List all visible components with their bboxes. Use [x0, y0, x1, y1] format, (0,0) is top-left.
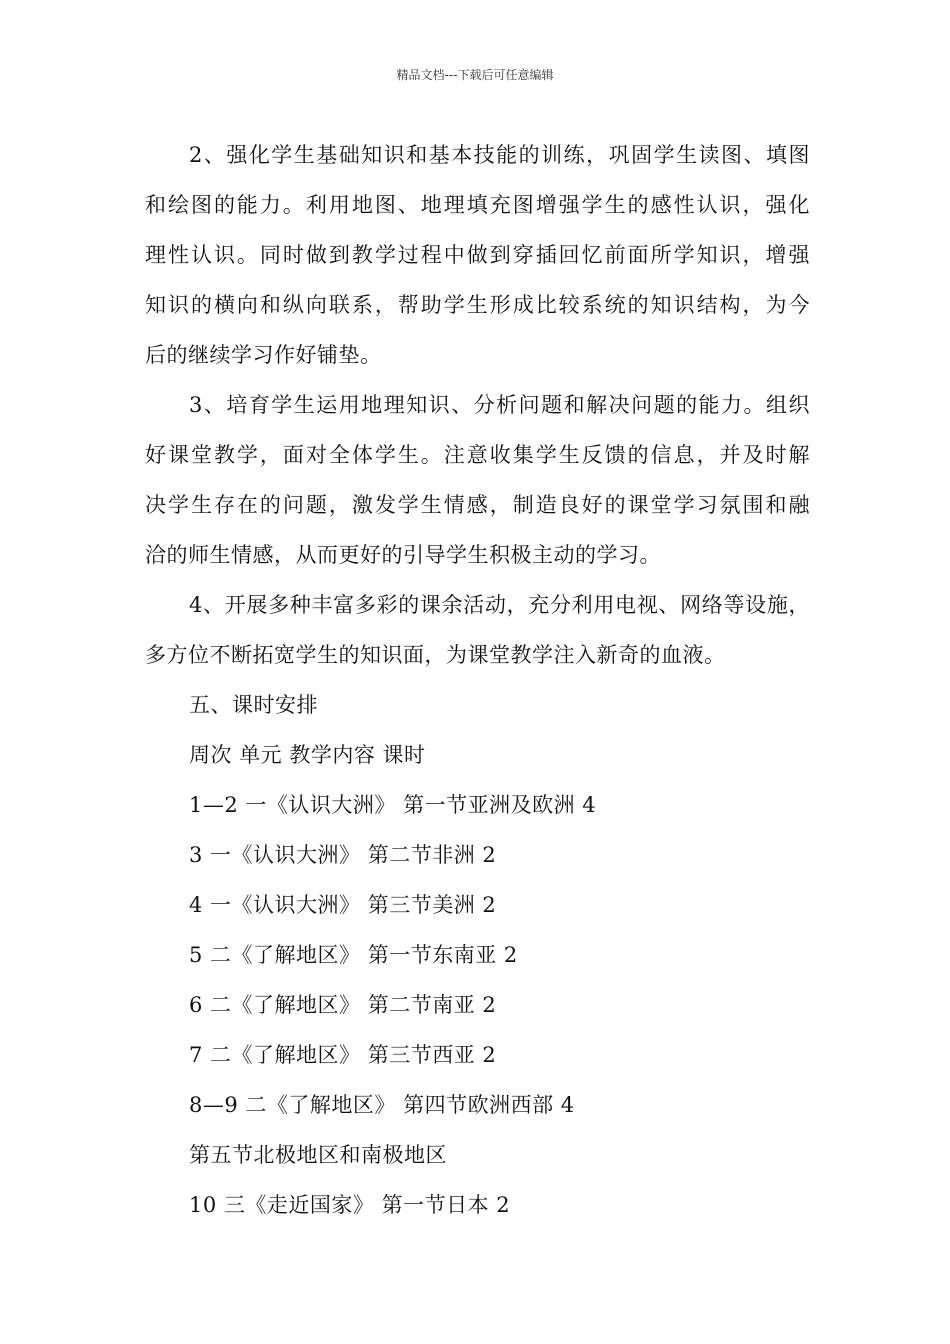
schedule-header-row: 周次 单元 教学内容 课时 [189, 743, 426, 767]
schedule-row: 8—9 二《了解地区》 第四节欧洲西部 4 [189, 1093, 575, 1117]
section-heading: 五、课时安排 [189, 693, 318, 717]
paragraph-line: 理性认识。同时做到教学过程中做到穿插回忆前面所学知识，增强 [145, 243, 810, 267]
schedule-row: 第五节北极地区和南极地区 [189, 1143, 447, 1167]
schedule-row: 4 一《认识大洲》 第三节美洲 2 [189, 893, 497, 917]
paragraph-line: 好课堂教学，面对全体学生。注意收集学生反馈的信息，并及时解 [145, 443, 810, 467]
paragraph-line: 多方位不断拓宽学生的知识面，为课堂教学注入新奇的血液。 [145, 643, 726, 667]
paragraph-line: 知识的横向和纵向联系，帮助学生形成比较系统的知识结构，为今 [145, 293, 810, 317]
schedule-row: 1—2 一《认识大洲》 第一节亚洲及欧洲 4 [189, 793, 597, 817]
paragraph-line: 3、培育学生运用地理知识、分析问题和解决问题的能力。组织 [189, 393, 810, 417]
paragraph-line: 洽的师生情感，从而更好的引导学生积极主动的学习。 [145, 543, 661, 567]
paragraph-line: 4、开展多种丰富多彩的课余活动，充分利用电视、网络等设施， [189, 593, 810, 617]
paragraph-line: 和绘图的能力。利用地图、地理填充图增强学生的感性认识，强化 [145, 193, 810, 217]
schedule-row: 10 三《走近国家》 第一节日本 2 [189, 1193, 511, 1217]
schedule-row: 7 二《了解地区》 第三节西亚 2 [189, 1043, 497, 1067]
schedule-row: 3 一《认识大洲》 第二节非洲 2 [189, 843, 497, 867]
paragraph-line: 2、强化学生基础知识和基本技能的训练，巩固学生读图、填图 [189, 143, 810, 167]
paragraph-line: 决学生存在的问题，激发学生情感，制造良好的课堂学习氛围和融 [145, 493, 810, 517]
page-header: 精品文档---下载后可任意编辑 [396, 68, 554, 82]
paragraph-line: 后的继续学习作好铺垫。 [145, 343, 382, 367]
schedule-row: 5 二《了解地区》 第一节东南亚 2 [189, 943, 518, 967]
document-body [145, 130, 810, 1230]
schedule-row: 6 二《了解地区》 第二节南亚 2 [189, 993, 497, 1017]
